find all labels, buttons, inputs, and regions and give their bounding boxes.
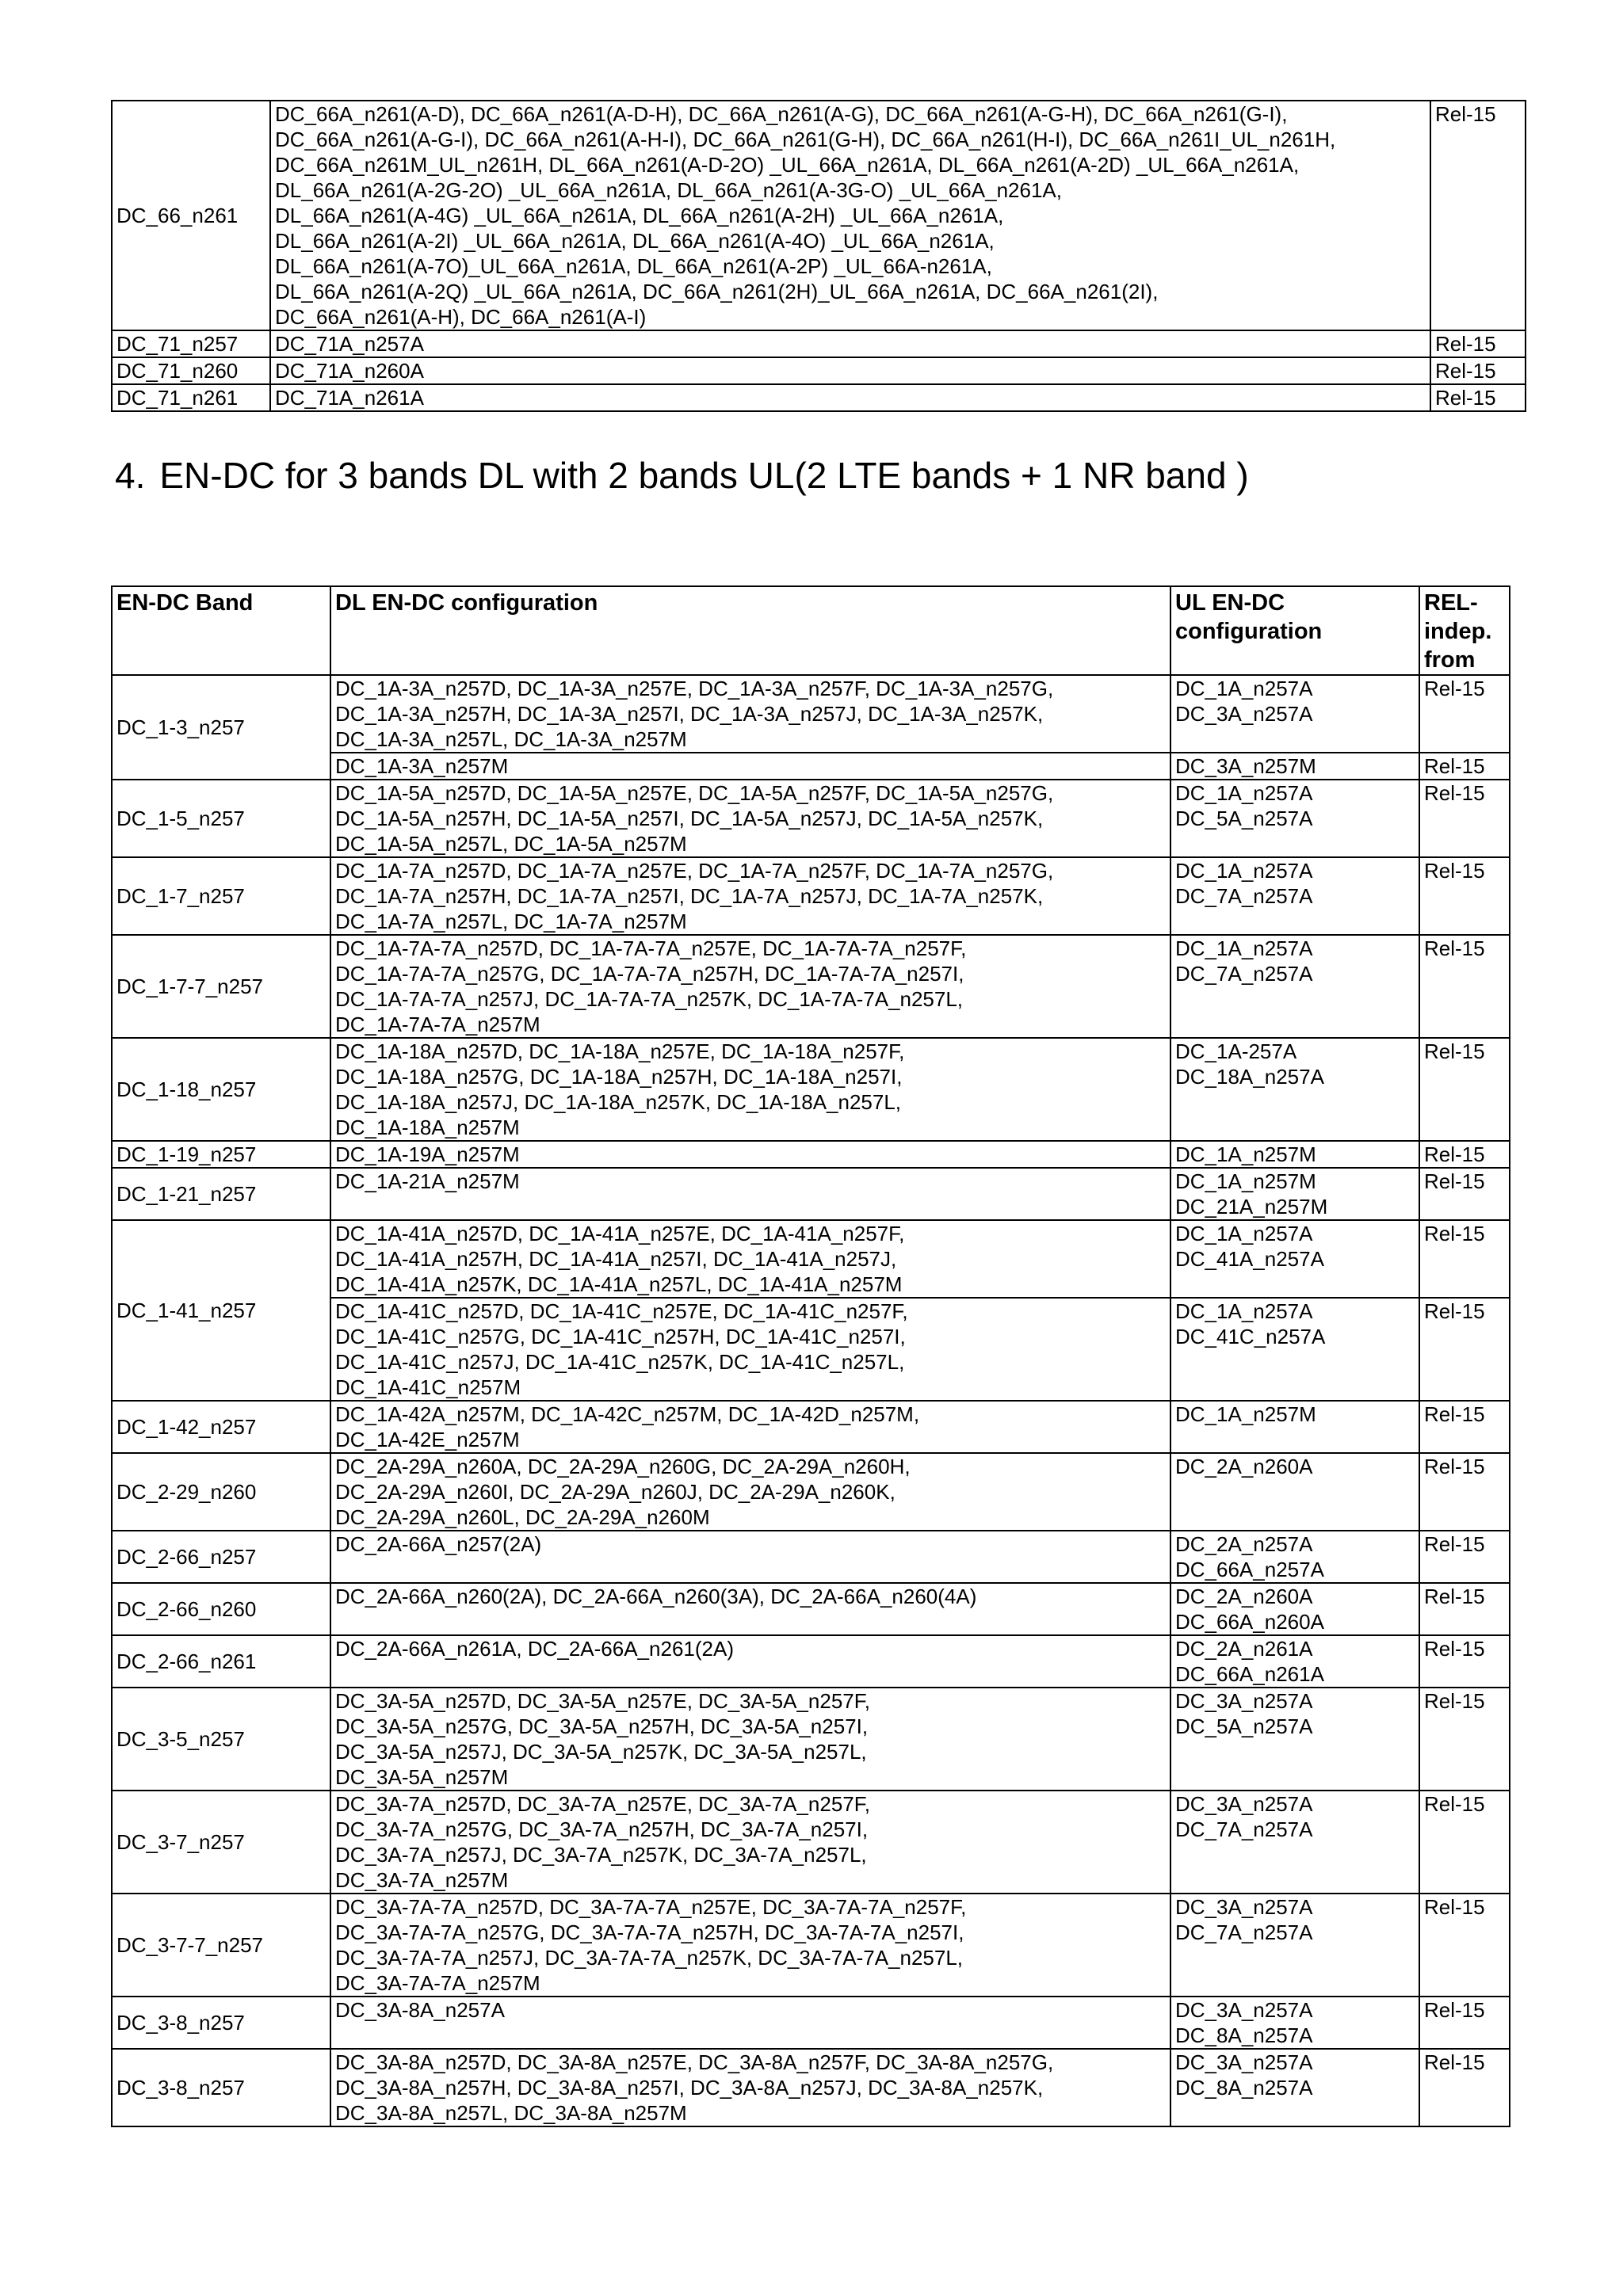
- dl-config-line: DC_1A-19A_n257M: [335, 1142, 520, 1166]
- ul-config-line: DC_1A_n257M: [1175, 1142, 1316, 1166]
- ul-config-line: DC_18A_n257A: [1175, 1065, 1324, 1089]
- ul-config-line: DC_66A_n260A: [1175, 1610, 1324, 1634]
- dl-config-cell: [330, 1038, 1170, 1141]
- table-row: [112, 2049, 1510, 2126]
- ul-config-line: DC_8A_n257A: [1175, 2076, 1313, 2100]
- band-cell: DC_1-42_n257: [112, 1401, 330, 1453]
- rel-cell: Rel-15: [1419, 1141, 1510, 1168]
- ul-config-line: DC_2A_n260A: [1175, 1585, 1313, 1608]
- ul-config-cell: [1170, 1141, 1419, 1168]
- dl-config-line: DC_2A-29A_n260L, DC_2A-29A_n260M: [335, 1505, 710, 1529]
- ul-config-cell: [1170, 675, 1419, 753]
- band-cell: DC_1-21_n257: [112, 1168, 330, 1220]
- ul-config-cell: [1170, 1038, 1419, 1141]
- section-title: EN-DC for 3 bands DL with 2 bands UL(2 LTE bands + 1 NR band ): [159, 455, 1249, 496]
- dl-config-line: DC_1A-7A-7A_n257J, DC_1A-7A-7A_n257K, DC_1A-7A-7A_n257L,: [335, 987, 964, 1011]
- rel-cell: Rel-15: [1419, 1791, 1510, 1894]
- table-row: [112, 1168, 1510, 1220]
- dl-config-line: DC_3A-7A_n257D, DC_3A-7A_n257E, DC_3A-7A_n257F,: [335, 1792, 870, 1816]
- band-cell: DC_1-19_n257: [112, 1141, 330, 1168]
- dl-config-line: DC_1A-41C_n257D, DC_1A-41C_n257E, DC_1A-41C_n257F,: [335, 1299, 908, 1323]
- dl-config-line: DC_71A_n261A: [275, 386, 424, 410]
- en-dc-table-header: [112, 586, 1510, 675]
- dl-config-cell: [330, 1453, 1170, 1531]
- dl-config-line: DC_1A-3A_n257L, DC_1A-3A_n257M: [335, 727, 687, 751]
- dl-config-line: DC_3A-5A_n257D, DC_3A-5A_n257E, DC_3A-5A_n257F,: [335, 1689, 870, 1713]
- table-row: [112, 935, 1510, 1038]
- dl-config-line: DC_66A_n261(A-G-I), DC_66A_n261(A-H-I), DC_66A_n261(G-H), DC_66A_n261(H-I), DC_66A_n261I_UL_n261H,: [275, 128, 1336, 151]
- table-row: [112, 780, 1510, 857]
- ul-config-line: DC_3A_n257M: [1175, 754, 1316, 778]
- dl-config-line: DC_3A-5A_n257J, DC_3A-5A_n257K, DC_3A-5A_n257L,: [335, 1740, 867, 1764]
- ul-config-cell: [1170, 1894, 1419, 1997]
- rel-cell: Rel-15: [1419, 1894, 1510, 1997]
- dl-config-line: DC_1A-18A_n257M: [335, 1116, 520, 1139]
- table-row: [112, 330, 1526, 357]
- dl-config-line: DL_66A_n261(A-2G-2O) _UL_66A_n261A, DL_66A_n261(A-3G-O) _UL_66A_n261A,: [275, 178, 1062, 202]
- rel-cell: Rel-15: [1419, 1531, 1510, 1583]
- dl-config-line: DC_1A-18A_n257D, DC_1A-18A_n257E, DC_1A-18A_n257F,: [335, 1039, 905, 1063]
- ul-config-cell: [1170, 1453, 1419, 1531]
- table-row: [112, 1688, 1510, 1791]
- ul-config-line: DC_1A_n257A: [1175, 781, 1313, 805]
- continuation-table-body: [112, 101, 1526, 411]
- dl-config-cell: [330, 1688, 1170, 1791]
- dl-config-line: DC_1A-7A-7A_n257M: [335, 1013, 540, 1036]
- dl-config-line: DC_1A-42A_n257M, DC_1A-42C_n257M, DC_1A-42D_n257M,: [335, 1402, 920, 1426]
- dl-config-line: DC_1A-7A_n257H, DC_1A-7A_n257I, DC_1A-7A_n257J, DC_1A-7A_n257K,: [335, 884, 1044, 908]
- table-row: [112, 1220, 1510, 1298]
- rel-cell: Rel-15: [1419, 1298, 1510, 1401]
- band-cell: DC_2-66_n261: [112, 1635, 330, 1688]
- ul-config-line: DC_7A_n257A: [1175, 884, 1313, 908]
- ul-config-line: DC_1A-257A: [1175, 1039, 1297, 1063]
- dl-config-line: DC_3A-8A_n257L, DC_3A-8A_n257M: [335, 2101, 687, 2125]
- rel-cell: Rel-15: [1419, 1220, 1510, 1298]
- table-row: [112, 1531, 1510, 1583]
- continuation-table: [111, 100, 1526, 412]
- ul-config-cell: [1170, 780, 1419, 857]
- ul-config-line: DC_1A_n257A: [1175, 859, 1313, 883]
- ul-config-cell: [1170, 1688, 1419, 1791]
- ul-config-line: DC_1A_n257M: [1175, 1169, 1316, 1193]
- ul-config-line: DC_1A_n257A: [1175, 677, 1313, 700]
- rel-cell: Rel-15: [1419, 2049, 1510, 2126]
- dl-config-line: DC_3A-7A_n257J, DC_3A-7A_n257K, DC_3A-7A_n257L,: [335, 1843, 867, 1867]
- header-row: [112, 586, 1510, 675]
- dl-config-line: DC_1A-41C_n257J, DC_1A-41C_n257K, DC_1A-41C_n257L,: [335, 1350, 905, 1374]
- dl-config-cell: [330, 1791, 1170, 1894]
- dl-config-line: DC_1A-5A_n257L, DC_1A-5A_n257M: [335, 832, 687, 856]
- dl-config-cell: [330, 1168, 1170, 1220]
- dl-config-line: DC_71A_n257A: [275, 332, 424, 356]
- dl-config-line: DC_3A-8A_n257A: [335, 1998, 505, 2022]
- band-cell: DC_3-7-7_n257: [112, 1894, 330, 1997]
- band-cell: DC_1-41_n257: [112, 1220, 330, 1401]
- dl-config-line: DC_3A-8A_n257H, DC_3A-8A_n257I, DC_3A-8A_n257J, DC_3A-8A_n257K,: [335, 2076, 1044, 2100]
- rel-cell: Rel-15: [1419, 753, 1510, 780]
- dl-config-cell: [270, 384, 1430, 411]
- band-cell: DC_2-66_n257: [112, 1531, 330, 1583]
- band-cell: DC_66_n261: [112, 101, 270, 330]
- band-cell: DC_1-3_n257: [112, 675, 330, 780]
- ul-config-cell: [1170, 1635, 1419, 1688]
- dl-config-line: DC_66A_n261(A-D), DC_66A_n261(A-D-H), DC_66A_n261(A-G), DC_66A_n261(A-G-H), DC_66A_n261(G-I),: [275, 102, 1288, 126]
- table-row: [112, 675, 1510, 753]
- dl-config-line: DC_3A-7A_n257M: [335, 1868, 509, 1892]
- table-row: [112, 1038, 1510, 1141]
- ul-config-line: DC_8A_n257A: [1175, 2023, 1313, 2047]
- ul-config-line: DC_66A_n257A: [1175, 1558, 1324, 1581]
- dl-config-line: DC_2A-29A_n260A, DC_2A-29A_n260G, DC_2A-29A_n260H,: [335, 1455, 911, 1478]
- rel-cell: Rel-15: [1430, 384, 1526, 411]
- section-heading: [115, 453, 1249, 498]
- dl-config-line: DL_66A_n261(A-2I) _UL_66A_n261A, DL_66A_n261(A-4O) _UL_66A_n261A,: [275, 229, 995, 253]
- ul-config-line: DC_3A_n257A: [1175, 1689, 1313, 1713]
- header-ul-config: [1170, 586, 1419, 675]
- dl-config-line: DC_3A-7A_n257G, DC_3A-7A_n257H, DC_3A-7A_n257I,: [335, 1817, 869, 1841]
- dl-config-line: DC_3A-8A_n257D, DC_3A-8A_n257E, DC_3A-8A_n257F, DC_3A-8A_n257G,: [335, 2050, 1054, 2074]
- en-dc-table: [111, 585, 1510, 2127]
- section-number: 4.: [115, 455, 146, 496]
- ul-config-line: DC_2A_n260A: [1175, 1455, 1313, 1478]
- ul-config-line: DC_7A_n257A: [1175, 1920, 1313, 1944]
- dl-config-cell: [330, 2049, 1170, 2126]
- dl-config-line: DC_1A-7A_n257L, DC_1A-7A_n257M: [335, 910, 687, 933]
- dl-config-line: DC_1A-42E_n257M: [335, 1428, 520, 1451]
- ul-config-line: DC_2A_n261A: [1175, 1637, 1313, 1661]
- rel-cell: Rel-15: [1419, 935, 1510, 1038]
- band-cell: DC_3-7_n257: [112, 1791, 330, 1894]
- dl-config-line: DC_1A-3A_n257H, DC_1A-3A_n257I, DC_1A-3A_n257J, DC_1A-3A_n257K,: [335, 702, 1044, 726]
- rel-cell: Rel-15: [1430, 357, 1526, 384]
- header-rel-line: from: [1424, 647, 1476, 673]
- ul-config-line: DC_5A_n257A: [1175, 1714, 1313, 1738]
- ul-config-cell: [1170, 857, 1419, 935]
- band-cell: DC_3-8_n257: [112, 1997, 330, 2049]
- header-rel-line: REL-: [1424, 590, 1478, 616]
- rel-cell: Rel-15: [1419, 675, 1510, 753]
- ul-config-cell: [1170, 1791, 1419, 1894]
- rel-cell: Rel-15: [1419, 1453, 1510, 1531]
- dl-config-cell: [330, 857, 1170, 935]
- header-rel-line: indep.: [1424, 619, 1492, 644]
- dl-config-line: DC_2A-66A_n260(2A), DC_2A-66A_n260(3A), DC_2A-66A_n260(4A): [335, 1585, 977, 1608]
- ul-config-line: DC_7A_n257A: [1175, 962, 1313, 986]
- ul-config-line: DC_1A_n257A: [1175, 1222, 1313, 1245]
- band-cell: DC_1-5_n257: [112, 780, 330, 857]
- dl-config-line: DL_66A_n261(A-4G) _UL_66A_n261A, DL_66A_n261(A-2H) _UL_66A_n261A,: [275, 204, 1004, 227]
- dl-config-cell: [330, 753, 1170, 780]
- ul-config-cell: [1170, 1220, 1419, 1298]
- dl-config-cell: [330, 1220, 1170, 1298]
- ul-config-line: DC_3A_n257A: [1175, 702, 1313, 726]
- table-row: [112, 384, 1526, 411]
- ul-config-cell: [1170, 1401, 1419, 1453]
- dl-config-line: DC_1A-41C_n257G, DC_1A-41C_n257H, DC_1A-41C_n257I,: [335, 1325, 906, 1348]
- dl-config-line: DC_2A-66A_n261A, DC_2A-66A_n261(2A): [335, 1637, 734, 1661]
- table-row: [112, 1791, 1510, 1894]
- dl-config-cell: [330, 1531, 1170, 1583]
- ul-config-cell: [1170, 1298, 1419, 1401]
- ul-config-cell: [1170, 935, 1419, 1038]
- dl-config-cell: [330, 1401, 1170, 1453]
- ul-config-line: DC_41C_n257A: [1175, 1325, 1326, 1348]
- dl-config-cell: [330, 1583, 1170, 1635]
- rel-cell: Rel-15: [1419, 1038, 1510, 1141]
- ul-config-line: DC_2A_n257A: [1175, 1532, 1313, 1556]
- dl-config-cell: [330, 935, 1170, 1038]
- dl-config-line: DL_66A_n261(A-7O)_UL_66A_n261A, DL_66A_n261(A-2P) _UL_66A-n261A,: [275, 254, 992, 278]
- dl-config-line: DC_3A-5A_n257G, DC_3A-5A_n257H, DC_3A-5A_n257I,: [335, 1714, 869, 1738]
- table-row: [112, 1997, 1510, 2049]
- dl-config-line: DC_1A-41C_n257M: [335, 1375, 521, 1399]
- ul-config-cell: [1170, 2049, 1419, 2126]
- dl-config-line: DC_1A-7A-7A_n257D, DC_1A-7A-7A_n257E, DC_1A-7A-7A_n257F,: [335, 936, 967, 960]
- table-row: [112, 1583, 1510, 1635]
- ul-config-line: DC_1A_n257A: [1175, 936, 1313, 960]
- rel-cell: Rel-15: [1419, 1583, 1510, 1635]
- table-row: [112, 357, 1526, 384]
- dl-config-line: DC_66A_n261(A-H), DC_66A_n261(A-I): [275, 305, 647, 329]
- dl-config-cell: [270, 330, 1430, 357]
- rel-cell: Rel-15: [1419, 780, 1510, 857]
- dl-config-cell: [330, 1894, 1170, 1997]
- dl-config-cell: [330, 1298, 1170, 1401]
- header-ul-line: UL EN-DC: [1175, 590, 1285, 616]
- dl-config-line: DC_1A-3A_n257D, DC_1A-3A_n257E, DC_1A-3A_n257F, DC_1A-3A_n257G,: [335, 677, 1054, 700]
- dl-config-cell: [270, 357, 1430, 384]
- ul-config-line: DC_7A_n257A: [1175, 1817, 1313, 1841]
- ul-config-line: DC_21A_n257M: [1175, 1195, 1328, 1219]
- rel-cell: Rel-15: [1419, 857, 1510, 935]
- dl-config-line: DC_1A-41A_n257K, DC_1A-41A_n257L, DC_1A-41A_n257M: [335, 1272, 903, 1296]
- dl-config-cell: [330, 780, 1170, 857]
- dl-config-line: DC_1A-5A_n257D, DC_1A-5A_n257E, DC_1A-5A_n257F, DC_1A-5A_n257G,: [335, 781, 1054, 805]
- header-band: EN-DC Band: [112, 586, 330, 675]
- dl-config-line: DC_66A_n261M_UL_n261H, DL_66A_n261(A-D-2O) _UL_66A_n261A, DL_66A_n261(A-2D) _UL_66A_n261A,: [275, 153, 1300, 177]
- dl-config-line: DC_1A-5A_n257H, DC_1A-5A_n257I, DC_1A-5A_n257J, DC_1A-5A_n257K,: [335, 807, 1044, 830]
- rel-cell: Rel-15: [1419, 1688, 1510, 1791]
- dl-config-line: DC_1A-3A_n257M: [335, 754, 509, 778]
- header-rel: [1419, 586, 1510, 675]
- table-row: [112, 1141, 1510, 1168]
- dl-config-line: DC_3A-7A-7A_n257J, DC_3A-7A-7A_n257K, DC_3A-7A-7A_n257L,: [335, 1946, 964, 1970]
- dl-config-line: DC_3A-5A_n257M: [335, 1765, 509, 1789]
- header-dl-config: DL EN-DC configuration: [330, 586, 1170, 675]
- band-cell: DC_2-29_n260: [112, 1453, 330, 1531]
- ul-config-cell: [1170, 753, 1419, 780]
- rel-cell: Rel-15: [1419, 1997, 1510, 2049]
- dl-config-line: DC_1A-18A_n257G, DC_1A-18A_n257H, DC_1A-18A_n257I,: [335, 1065, 903, 1089]
- dl-config-line: DC_2A-29A_n260I, DC_2A-29A_n260J, DC_2A-29A_n260K,: [335, 1480, 896, 1504]
- dl-config-line: DC_1A-7A-7A_n257G, DC_1A-7A-7A_n257H, DC_1A-7A-7A_n257I,: [335, 962, 964, 986]
- band-cell: DC_71_n260: [112, 357, 270, 384]
- ul-config-line: DC_5A_n257A: [1175, 807, 1313, 830]
- band-cell: DC_1-7_n257: [112, 857, 330, 935]
- ul-config-line: DC_1A_n257M: [1175, 1402, 1316, 1426]
- rel-cell: Rel-15: [1430, 101, 1526, 330]
- ul-config-line: DC_66A_n261A: [1175, 1662, 1324, 1686]
- dl-config-cell: [330, 1635, 1170, 1688]
- table-row: [112, 1894, 1510, 1997]
- ul-config-cell: [1170, 1997, 1419, 2049]
- dl-config-cell: [330, 1997, 1170, 2049]
- band-cell: DC_1-18_n257: [112, 1038, 330, 1141]
- dl-config-line: DC_2A-66A_n257(2A): [335, 1532, 542, 1556]
- dl-config-line: DC_3A-7A-7A_n257D, DC_3A-7A-7A_n257E, DC_3A-7A-7A_n257F,: [335, 1895, 967, 1919]
- dl-config-line: DC_1A-7A_n257D, DC_1A-7A_n257E, DC_1A-7A_n257F, DC_1A-7A_n257G,: [335, 859, 1054, 883]
- table-row: [112, 1635, 1510, 1688]
- band-cell: DC_2-66_n260: [112, 1583, 330, 1635]
- dl-config-cell: [270, 101, 1430, 330]
- table-row: [112, 1401, 1510, 1453]
- ul-config-line: DC_3A_n257A: [1175, 2050, 1313, 2074]
- ul-config-line: DC_1A_n257A: [1175, 1299, 1313, 1323]
- dl-config-line: DC_1A-41A_n257D, DC_1A-41A_n257E, DC_1A-41A_n257F,: [335, 1222, 905, 1245]
- band-cell: DC_71_n261: [112, 384, 270, 411]
- dl-config-cell: [330, 1141, 1170, 1168]
- ul-config-cell: [1170, 1168, 1419, 1220]
- dl-config-cell: [330, 675, 1170, 753]
- dl-config-line: DC_3A-7A-7A_n257M: [335, 1971, 540, 1995]
- ul-config-line: DC_3A_n257A: [1175, 1792, 1313, 1816]
- en-dc-table-body: [112, 675, 1510, 2126]
- header-ul-line: configuration: [1175, 619, 1323, 644]
- band-cell: DC_3-5_n257: [112, 1688, 330, 1791]
- ul-config-cell: [1170, 1531, 1419, 1583]
- band-cell: DC_1-7-7_n257: [112, 935, 330, 1038]
- dl-config-line: DC_3A-7A-7A_n257G, DC_3A-7A-7A_n257H, DC_3A-7A-7A_n257I,: [335, 1920, 964, 1944]
- band-cell: DC_71_n257: [112, 330, 270, 357]
- rel-cell: Rel-15: [1419, 1401, 1510, 1453]
- dl-config-line: DC_1A-21A_n257M: [335, 1169, 520, 1193]
- table-row: [112, 101, 1526, 330]
- rel-cell: Rel-15: [1430, 330, 1526, 357]
- dl-config-line: DC_1A-18A_n257J, DC_1A-18A_n257K, DC_1A-18A_n257L,: [335, 1090, 902, 1114]
- dl-config-line: DL_66A_n261(A-2Q) _UL_66A_n261A, DC_66A_n261(2H)_UL_66A_n261A, DC_66A_n261(2I),: [275, 280, 1159, 303]
- rel-cell: Rel-15: [1419, 1635, 1510, 1688]
- rel-cell: Rel-15: [1419, 1168, 1510, 1220]
- ul-config-line: DC_3A_n257A: [1175, 1895, 1313, 1919]
- ul-config-line: DC_41A_n257A: [1175, 1247, 1324, 1271]
- band-cell: DC_3-8_n257: [112, 2049, 330, 2126]
- ul-config-line: DC_3A_n257A: [1175, 1998, 1313, 2022]
- table-row: [112, 857, 1510, 935]
- dl-config-line: DC_71A_n260A: [275, 359, 424, 383]
- ul-config-cell: [1170, 1583, 1419, 1635]
- table-row: [112, 1453, 1510, 1531]
- dl-config-line: DC_1A-41A_n257H, DC_1A-41A_n257I, DC_1A-41A_n257J,: [335, 1247, 897, 1271]
